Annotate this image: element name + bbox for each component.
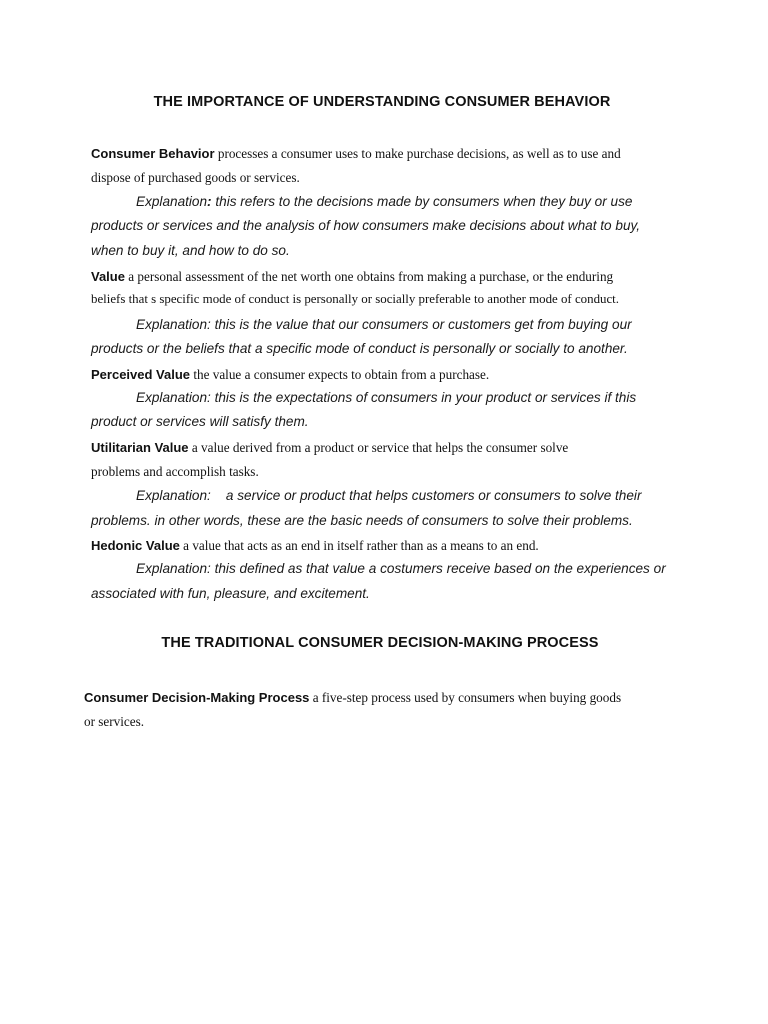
term-decision-process: Consumer Decision-Making Process xyxy=(84,690,310,705)
explanation-text: products or the beliefs that a specific mode of conduct is personally or socially to another. xyxy=(91,341,628,356)
definition-text: a value derived from a product or service that helps the consumer solve xyxy=(188,440,569,455)
section-title-decision-process: THE TRADITIONAL CONSUMER DECISION-MAKING PROCESS xyxy=(161,635,599,651)
definition-text: problems and accomplish tasks. xyxy=(91,464,259,479)
explanation-text: product or services will satisfy them. xyxy=(91,414,309,429)
explanation-colon: : xyxy=(207,194,212,209)
explanation-hedonic-value: Explanation: this defined as that value a costumers receive based on the experiences or xyxy=(136,561,666,576)
explanation-text: this refers to the decisions made by consumers when they buy or use xyxy=(211,194,633,209)
term-hedonic-value: Hedonic Value xyxy=(91,538,180,553)
definition-text: a five-step process used by consumers when buying goods xyxy=(309,690,622,705)
definition-perceived-value xyxy=(91,367,489,383)
explanation-utilitarian-value: Explanation: a service or product that helps customers or consumers to solve their xyxy=(136,488,642,503)
definition-consumer-behavior xyxy=(91,146,621,162)
explanation-text: products or services and the analysis of how consumers make decisions about what to buy, xyxy=(91,218,641,233)
definition-utilitarian-value xyxy=(91,440,568,456)
definition-hedonic-value xyxy=(91,538,539,554)
explanation-text: associated with fun, pleasure, and excitement. xyxy=(91,586,370,601)
term-value: Value xyxy=(91,269,125,284)
explanation-text: problems. in other words, these are the basic needs of consumers to solve their problems. xyxy=(91,513,633,528)
explanation-perceived-value: Explanation: this is the expectations of consumers in your product or services if this xyxy=(136,390,637,405)
definition-text: a value that acts as an end in itself rather than as a means to an end. xyxy=(179,538,539,553)
section-title-consumer-behavior: THE IMPORTANCE OF UNDERSTANDING CONSUMER BEHAVIOR xyxy=(153,94,611,110)
definition-text: dispose of purchased goods or services. xyxy=(91,170,300,185)
explanation-text: when to buy it, and how to do so. xyxy=(91,243,290,258)
definition-text: or services. xyxy=(84,714,145,729)
term-consumer-behavior: Consumer Behavior xyxy=(91,146,215,161)
term-perceived-value: Perceived Value xyxy=(91,367,191,382)
explanation-consumer-behavior xyxy=(136,195,632,209)
explanation-label: Explanation xyxy=(136,194,208,209)
definition-text: the value a consumer expects to obtain from a purchase. xyxy=(190,367,490,382)
definition-value xyxy=(91,269,613,285)
term-utilitarian-value: Utilitarian Value xyxy=(91,440,189,455)
definition-text: processes a consumer uses to make purchase decisions, as well as to use and xyxy=(214,146,621,161)
explanation-value: Explanation: this is the value that our consumers or customers get from buying our xyxy=(136,317,632,332)
definition-text: beliefs that s specific mode of conduct is personally or socially preferable to another mode of conduct. xyxy=(91,292,619,306)
definition-decision-process xyxy=(84,690,621,706)
definition-text: a personal assessment of the net worth one obtains from making a purchase, or the enduring xyxy=(124,269,614,284)
